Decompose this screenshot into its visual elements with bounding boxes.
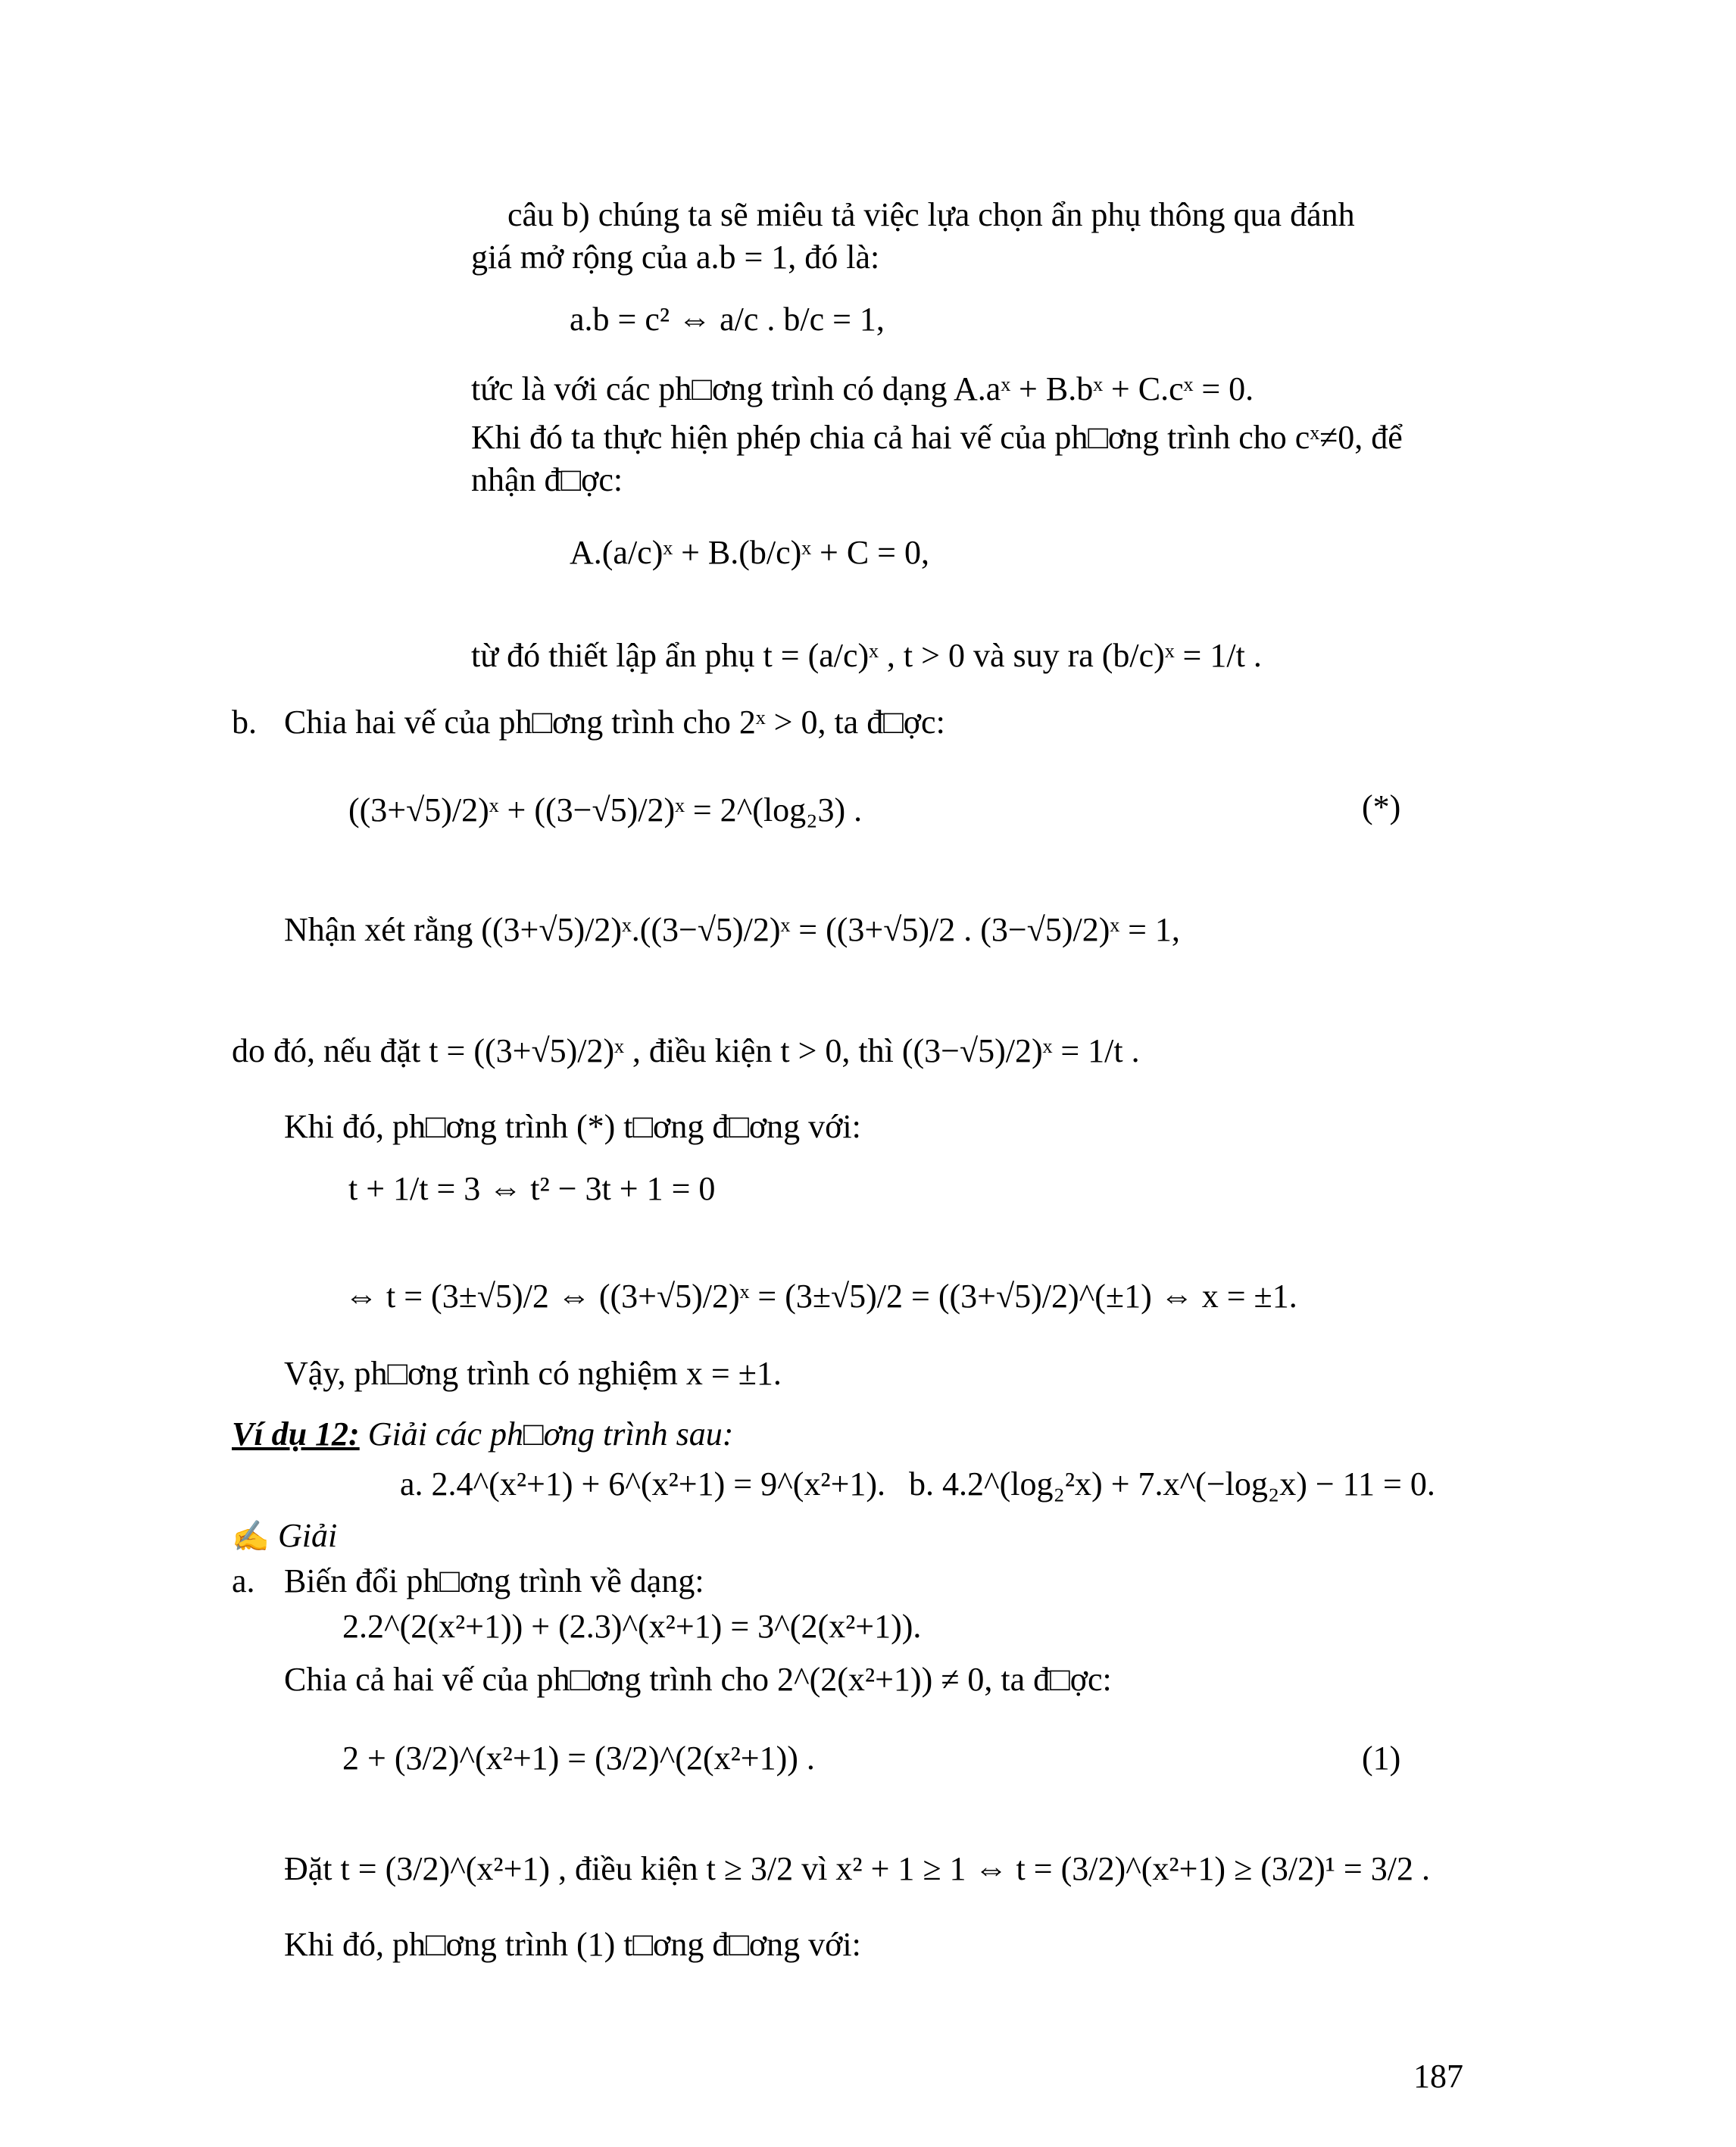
exercise-a: a. 2.4^(x²+1) + 6^(x²+1) = 9^(x²+1). [400,1465,886,1503]
pencil-icon: ✍ [232,1519,270,1553]
formula-line: 2 + (3/2)^(x²+1) = (3/2)^(2(x²+1)) . [342,1740,815,1777]
formula-line: ⇔ t = (3±√5)/2 ⇔ ((3+√5)/2)ˣ = (3±√5)/2 = ((3+√5)/2)^(±1) ⇔ x = ±1. [345,1278,1297,1315]
text-line: Khi đó, ph□ơng trình (1) t□ơng đ□ơng với: [284,1926,861,1963]
item-label: b. [232,704,257,741]
equation-tag: (1) [1362,1740,1401,1777]
formula-line: ((3+√5)/2)ˣ + ((3−√5)/2)ˣ = 2^(log₂3) . [348,791,863,829]
formula-line: do đó, nếu đặt t = ((3+√5)/2)ˣ , điều kiện t > 0, thì ((3−√5)/2)ˣ = 1/t . [232,1032,1140,1069]
formula-line: Đặt t = (3/2)^(x²+1) , điều kiện t ≥ 3/2 vì x² + 1 ≥ 1 ⇔ t = (3/2)^(x²+1) ≥ (3/2)¹ = 3/2 . [284,1850,1430,1887]
solution-label: Giải [278,1517,338,1554]
text-line: nhận đ□ợc: [471,461,623,498]
formula-line: a.b = c² ⇔ a/c . b/c = 1, [570,301,885,338]
text-line: Biến đổi ph□ơng trình về dạng: [284,1562,704,1599]
text-line: giá mở rộng của a.b = 1, đó là: [471,239,880,276]
example-prompt: Giải các ph□ơng trình sau: [359,1415,734,1453]
text-line: Vậy, ph□ơng trình có nghiệm x = ±1. [284,1355,782,1392]
text-line: Khi đó, ph□ơng trình (*) t□ơng đ□ơng với: [284,1108,861,1145]
item-label: a. [232,1562,255,1599]
solution-heading [232,1519,337,1553]
formula-line: t + 1/t = 3 ⇔ t² − 3t + 1 = 0 [348,1170,716,1207]
formula-line: Nhận xét rằng ((3+√5)/2)ˣ.((3−√5)/2)ˣ = ((3+√5)/2 . (3−√5)/2)ˣ = 1, [284,911,1180,948]
exercise-b: b. 4.2^(log₂²x) + 7.x^(−log₂x) − 11 = 0. [909,1465,1435,1503]
page-number: 187 [1413,2058,1463,2095]
text-line: Chia hai vế của ph□ơng trình cho 2ˣ > 0, ta đ□ợc: [284,704,945,741]
text-line: câu b) chúng ta sẽ miêu tả việc lựa chọn ẩn phụ thông qua đánh [507,196,1355,233]
text-line: tức là với các ph□ơng trình có dạng A.aˣ + B.bˣ + C.cˣ = 0. [471,370,1254,407]
formula-line: A.(a/c)ˣ + B.(b/c)ˣ + C = 0, [570,534,929,571]
formula-line: 2.2^(2(x²+1)) + (2.3)^(x²+1) = 3^(2(x²+1)). [342,1608,922,1645]
example-label: Ví dụ 12: [232,1415,360,1453]
example-heading [232,1415,734,1453]
text-line: Khi đó ta thực hiện phép chia cả hai vế của ph□ơng trình cho cˣ≠0, để [471,419,1403,456]
text-line: Chia cả hai vế của ph□ơng trình cho 2^(2(x²+1)) ≠ 0, ta đ□ợc: [284,1661,1112,1698]
equation-tag: (*) [1362,788,1401,825]
text-line: từ đó thiết lập ẩn phụ t = (a/c)ˣ , t > 0 và suy ra (b/c)ˣ = 1/t . [471,637,1262,674]
